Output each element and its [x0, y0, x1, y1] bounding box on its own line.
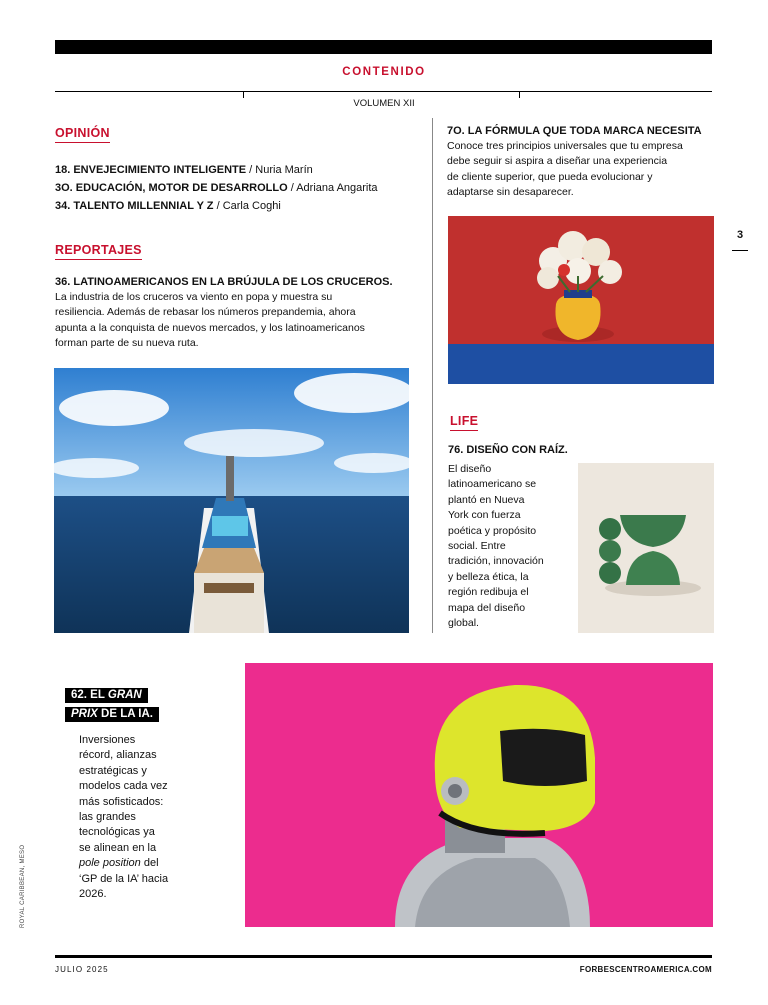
opinion-section-label: OPINIÓN: [55, 124, 110, 143]
life-section-label: LIFE: [450, 412, 478, 431]
contents-title: CONTENIDO: [342, 66, 426, 78]
gp-headline[interactable]: 62. EL GRAN PRIX DE LA IA.: [65, 685, 159, 722]
opinion-item[interactable]: 3O. EDUCACIÓN, MOTOR DE DESARROLLO / Adriana Angarita: [55, 182, 378, 194]
footer-date: JULIO 2025: [55, 965, 109, 974]
opinion-item[interactable]: 34. TALENTO MILLENNIAL Y Z / Carla Coghi: [55, 200, 281, 212]
reportajes-section-label: REPORTAJES: [55, 241, 142, 260]
footer-site[interactable]: FORBESCENTROAMERICA.COM: [579, 965, 712, 974]
opinion-item[interactable]: 18. ENVEJECIMIENTO INTELIGENTE / Nuria Marín: [55, 164, 313, 176]
divider-tick: [519, 91, 520, 98]
reportajes-body: La industria de los cruceros va viento en popa y muestra su resiliencia. Además de rebasar los números prepandemia, ahora apunta a la conquista de nuevos mercados, y los latinoamericanos forman parte de su nueva ruta.: [55, 291, 365, 350]
volume-label: VOLUMEN XII: [353, 98, 415, 109]
bottom-rule: [55, 955, 712, 958]
photo-credit: ROYAL CARIBBEAN, MESO: [20, 844, 26, 928]
flower-vase-photo: [448, 216, 714, 384]
life-headline[interactable]: 76. DISEÑO CON RAÍZ.: [448, 444, 568, 456]
page-number: 3: [736, 229, 744, 241]
gp-body: Inversiones récord, alianzas estratégicas y modelos cada vez más sofisticados: las grandes tecnológicas ya se alinean en la pole position del ‘GP de la IA’ hacia 2026.: [79, 734, 169, 901]
page-number-rule: [732, 250, 748, 251]
life-body: El diseño latinoamericano se plantó en Nueva York con fuerza poética y propósito social. Entre tradición, innovación y belleza ética, la región redibuja el mapa del diseño global.: [448, 463, 544, 630]
marca-body: Conoce tres principios universales que tu empresa debe seguir si aspira a diseñar una experiencia de cliente superior, que pueda evolucionar y adaptarse sin desaparecer.: [447, 140, 683, 199]
divider-tick: [243, 91, 244, 98]
robot-helmet-photo: [245, 663, 713, 927]
top-rule: [55, 40, 712, 54]
header-divider: [55, 91, 712, 92]
column-divider: [432, 118, 433, 633]
sculpture-photo: [578, 463, 714, 633]
reportajes-headline[interactable]: 36. LATINOAMERICANOS EN LA BRÚJULA DE LOS CRUCEROS.: [55, 276, 393, 288]
cruise-ship-photo: [54, 368, 409, 633]
marca-headline[interactable]: 7O. LA FÓRMULA QUE TODA MARCA NECESITA: [447, 125, 702, 137]
